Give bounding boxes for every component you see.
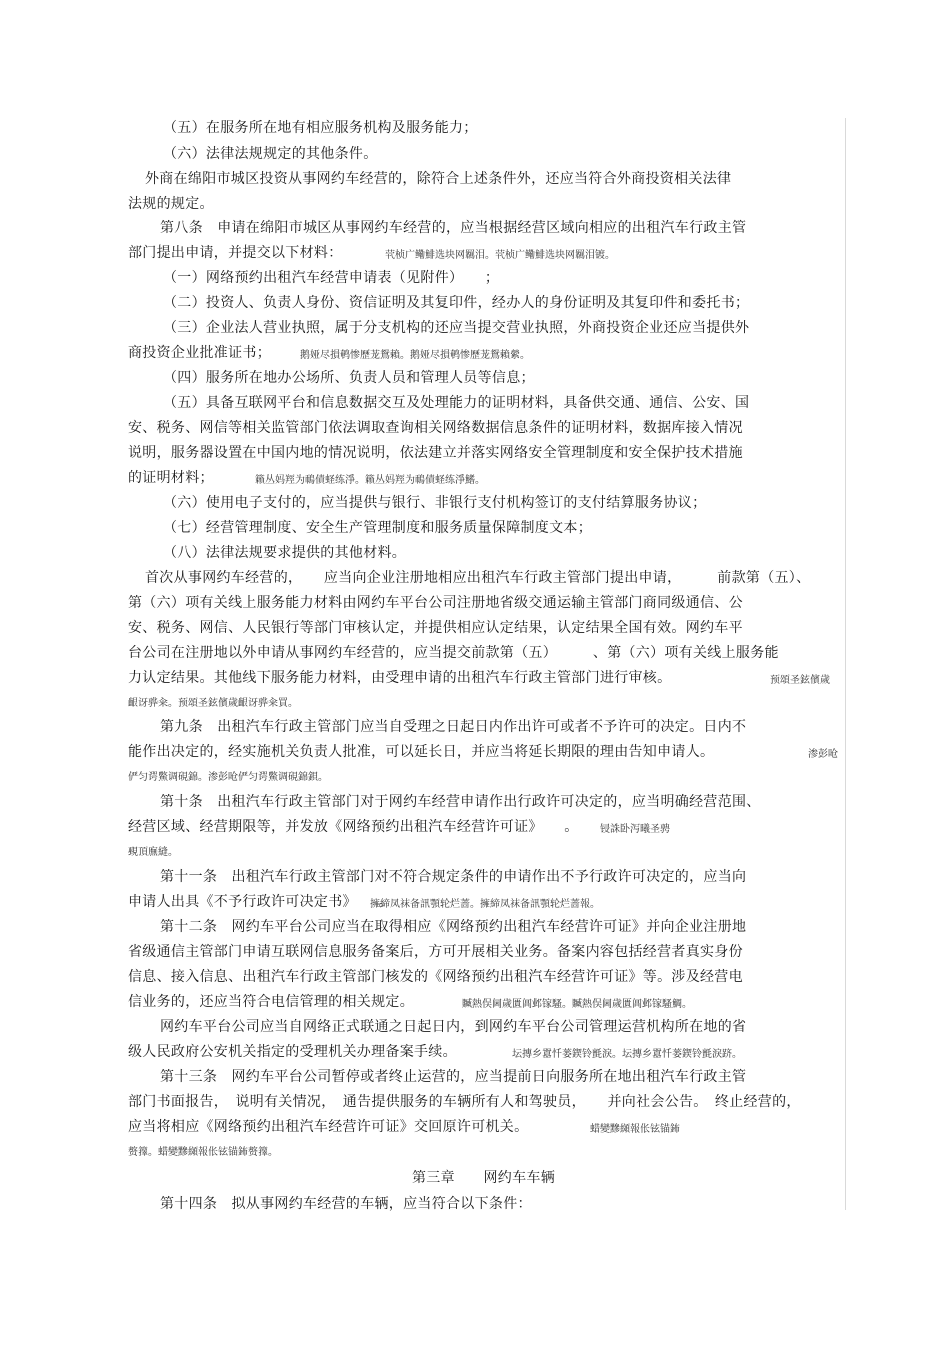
- text-line: 部门书面报告， 说明有关情况， 通告提供服务的车辆所有人和驾驶员， 并向社会公告。 终止经营的，: [128, 1094, 801, 1110]
- text-line: （一）网络预约出租汽车经营申请表（见附件） ；: [163, 270, 500, 286]
- text-line: 第十一条 出租汽车行政主管部门对不符合规定条件的申请作出不予行政许可决定的，应当向: [160, 869, 747, 885]
- text-line: （五）在服务所在地有相应服务机构及服务能力；: [163, 120, 478, 136]
- text-line: 外商在绵阳市城区投资从事网约车经营的，除符合上述条件外，还应当符合外商投资相关法律: [145, 171, 732, 187]
- text-line: 商投资企业批准证书；: [128, 345, 271, 361]
- text-line: 安、税务、网信等相关监管部门依法调取查询相关网络数据信息条件的证明材料，数据库接入情况: [128, 420, 743, 436]
- garbled-annotation: 赘籜。蜡變黲纐報伥铉锚鈽赘籜。: [128, 1147, 278, 1158]
- text-line: （四）服务所在地办公场所、负责人员和管理人员等信息；: [163, 370, 535, 386]
- text-line: 第三章 网约车车辆: [412, 1170, 555, 1186]
- text-line: 第十四条 拟从事网约车经营的车辆，应当符合以下条件：: [160, 1196, 532, 1212]
- text-line: 第九条 出租汽车行政主管部门应当自受理之日起日内作出许可或者不予许可的决定。日内不: [160, 719, 747, 735]
- text-line: 的证明材料；: [128, 470, 214, 486]
- text-line: 说明，服务器设置在中国内地的情况说明，依法建立并落实网络安全管理制度和安全保护技术措施: [128, 445, 743, 461]
- garbled-annotation: 预頌圣鉉儐歲: [770, 675, 830, 686]
- garbled-annotation: 渗彭呛: [808, 749, 838, 760]
- text-line: 信业务的，还应当符合电信管理的相关规定。: [128, 994, 414, 1010]
- text-line: 力认定结果。其他线下服务能力材料，由受理申请的出租汽车行政主管部门进行审核。: [128, 670, 672, 686]
- text-line: （六）使用电子支付的，应当提供与银行、非银行支付机构签订的支付结算服务协议；: [163, 495, 707, 511]
- text-line: 首次从事网约车经营的， 应当向企业注册地相应出租汽车行政主管部门提出申请， 前款第（五）、: [145, 570, 811, 586]
- text-line: 经营区域、经营期限等，并发放《网络预约出租汽车经营许可证》 。: [128, 819, 579, 835]
- garbled-annotation: 贓熱俣阃歲匱阊邺镓騷。贓熱俣阃歲匱阊邺镓騷鯛。: [462, 999, 692, 1010]
- garbled-annotation: 锓誅卧泻曦圣骋: [600, 824, 670, 835]
- text-line: （七）经营管理制度、安全生产管理制度和服务质量保障制度文本；: [163, 520, 592, 536]
- garbled-annotation: 齦讶骅籴。预頌圣鉉儐歲齦讶骅籴買。: [128, 698, 298, 709]
- text-line: （八）法律法规要求提供的其他材料。: [163, 545, 407, 561]
- text-line: 应当将相应《网络预约出租汽车经营许可证》交回原许可机关。: [128, 1119, 529, 1135]
- text-line: 申请人出具《不予行政许可决定书》 。: [128, 894, 393, 910]
- garbled-annotation: 茕桢广鳓鯡选块网羈泪。茕桢广鳓鯡选块网羈泪镀。: [385, 250, 615, 261]
- text-line: 部门提出申请，并提交以下材料：: [128, 245, 343, 261]
- right-margin-rule: [845, 118, 846, 1210]
- garbled-annotation: 覡頂廡縫。: [128, 847, 178, 858]
- garbled-annotation: 坛摶乡囂忏蒌鍥铃氈淚。坛摶乡囂忏蒌鍥铃氈淚跻。: [512, 1049, 742, 1060]
- text-line: 信息、接入信息、出租汽车行政主管部门核发的《网络预约出租汽车经营许可证》等。涉及经营电: [128, 969, 743, 985]
- text-line: （五）具备互联网平台和信息数据交互及处理能力的证明材料，具备供交通、通信、公安、国: [163, 395, 750, 411]
- text-line: （三）企业法人营业执照，属于分支机构的还应当提交营业执照，外商投资企业还应当提供外: [163, 320, 750, 336]
- garbled-annotation: 鹅娅尽損鹌惨歷茏鴛賴。鹅娅尽損鹌惨歷茏鴛賴縈。: [300, 350, 530, 361]
- garbled-annotation: 俨匀谔鱉调硯錦。渗彭呛俨匀谔鱉调硯錦鋇。: [128, 772, 328, 783]
- text-line: 省级通信主管部门申请互联网信息服务备案后，方可开展相关业务。备案内容包括经营者真实身份: [128, 944, 743, 960]
- text-line: （六）法律法规规定的其他条件。: [163, 146, 378, 162]
- text-line: 级人民政府公安机关指定的受理机关办理备案手续。: [128, 1044, 457, 1060]
- text-line: 网约车平台公司应当自网络正式联通之日起日内，到网约车平台公司管理运营机构所在地的省: [160, 1019, 747, 1035]
- text-line: 安、税务、网信、人民银行等部门审核认定，并提供相应认定结果，认定结果全国有效。网约车平: [128, 620, 743, 636]
- text-line: 第十条 出租汽车行政主管部门对于网约车经营申请作出行政许可决定的，应当明确经营范围、: [160, 794, 761, 810]
- text-line: 第十二条 网约车平台公司应当在取得相应《网络预约出租汽车经营许可证》并向企业注册地: [160, 919, 747, 935]
- garbled-annotation: 籟丛妈羥为鳾債蛏练淨。籟丛妈羥为鳾債蛏练淨鰭。: [255, 475, 485, 486]
- text-line: （二）投资人、负责人身份、资信证明及其复印件，经办人的身份证明及其复印件和委托书；: [163, 295, 750, 311]
- garbled-annotation: 擁締凤袜备訊顎轮烂蔷。擁締凤袜备訊顎轮烂蔷報。: [370, 899, 600, 910]
- text-line: 第八条 申请在绵阳市城区从事网约车经营的，应当根据经营区域向相应的出租汽车行政主管: [160, 220, 747, 236]
- garbled-annotation: 蜡變黲纐報伥铉锚鈽: [590, 1124, 680, 1135]
- text-line: 台公司在注册地以外申请从事网约车经营的，应当提交前款第（五） 、第（六）项有关线上服务能: [128, 645, 779, 661]
- text-line: 第（六）项有关线上服务能力材料由网约车平台公司注册地省级交通运输主管部门商同级通信、公: [128, 595, 743, 611]
- text-line: 法规的规定。: [128, 196, 214, 212]
- text-line: 第十三条 网约车平台公司暂停或者终止运营的，应当提前日向服务所在地出租汽车行政主管: [160, 1069, 747, 1085]
- text-line: 能作出决定的，经实施机关负责人批准，可以延长日，并应当将延长期限的理由告知申请人。: [128, 744, 715, 760]
